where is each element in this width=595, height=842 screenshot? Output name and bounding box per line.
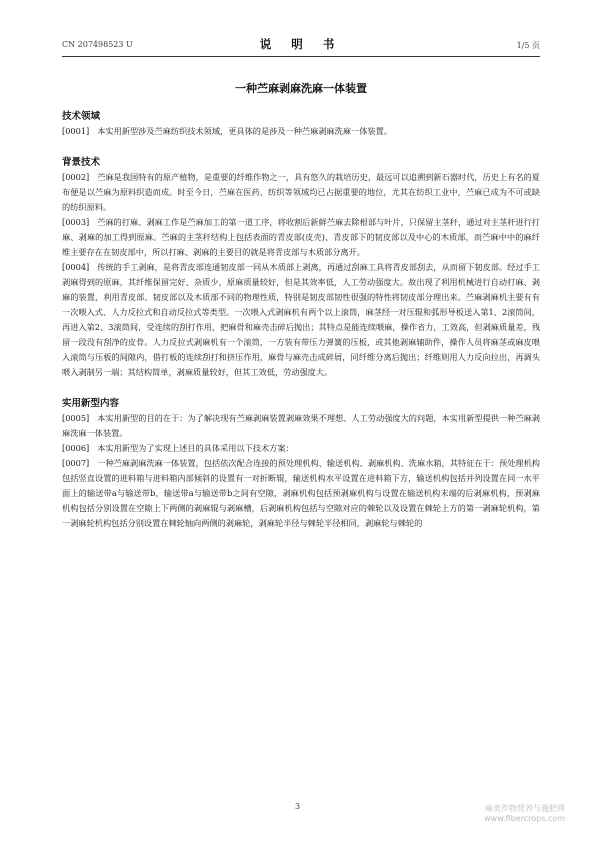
- document-body: [62, 108, 540, 531]
- paragraph-text: 苎麻是我国特有的原产植物，是重要的纤维作物之一，具有悠久的栽培历史，最远可以追溯到新石器时代，历史上有名的夏布便是以苎麻为原料织造而成。时至今日，苎麻在医药、纺织等领域均已占据重要的地位，尤其在纺织工业中，苎麻已成为不可或缺的纺织原料。: [62, 172, 540, 212]
- page-header: [62, 36, 540, 52]
- paragraph-number: [0004]: [62, 262, 90, 272]
- paragraph: [62, 260, 540, 380]
- section-heading: 技术领域: [62, 111, 101, 122]
- paragraph-text: 本实用新型为了实现上述目的具体采用以下技术方案：: [97, 443, 294, 453]
- paragraph: [62, 411, 540, 441]
- paragraph: [62, 170, 540, 215]
- page-number: 3: [294, 802, 301, 811]
- watermark-line-2: www.fibercrops.com: [484, 814, 565, 823]
- paragraph-number: [0005]: [62, 413, 90, 423]
- paragraph: [62, 456, 540, 531]
- paragraph: [62, 215, 540, 260]
- paragraph-text: 本实用新型涉及苎麻纺织技术领域，更具体的是涉及一种苎麻剥麻洗麻一体装置。: [97, 126, 392, 136]
- page-info: 1/5 页: [516, 41, 540, 50]
- section-technical-field: [62, 108, 540, 139]
- paragraph-text: 苎麻的打麻、剥麻工作是苎麻加工的第一道工序，将收割后新鲜苎麻去除根部与叶片，只保留主茎秆，通过对主茎秆进行打麻、剥麻的加工得到原麻。苎麻的主茎秆结构上包括表面的青皮部(皮壳)、青皮部下的韧皮部以及中心的木质部，而苎麻中中的麻纤维主要存在在韧皮部中，所以打麻、剥麻的主要目的就是将青皮部与木质部分离开。: [62, 217, 540, 257]
- paragraph-number: [0002]: [62, 172, 90, 182]
- paragraph-number: [0006]: [62, 443, 90, 453]
- header-rule: [62, 56, 540, 57]
- document-type: 说 明 书: [259, 37, 343, 51]
- paragraph-text: 一种苎麻剥麻洗麻一体装置，包括依次配合连接的预处理机构、输送机构、剥麻机构、洗麻水箱，其特征在于：预处理机构包括竖直设置的进料箱与进料箱内部倾斜的设置有一对折断辊，输送机构水平设置在进料箱下方，输送机构包括并列设置在同一水平面上的输送带a与输送带b，输送带a与输送带b之间有空隙，剥麻机构包括预剥麻机构与设置在输送机构末端的后剥麻机构，预剥麻机构包括分别设置在空隙上下两侧的剥麻辊与剥麻槽，后剥麻机构包括与空隙对应的棘轮以及设置在棘轮上方的第一剥麻轮机构，第一剥麻轮机构包括分别设置在棘轮轴向两侧的剥麻轮，剥麻轮半径与棘轮半径相同，剥麻轮与棘轮的: [62, 458, 540, 528]
- paragraph-number: [0007]: [62, 458, 90, 468]
- section-heading: 背景技术: [62, 157, 101, 168]
- patent-number: CN 207498523 U: [62, 40, 133, 49]
- paragraph: [62, 124, 540, 139]
- paragraph: [62, 441, 540, 456]
- paragraph-text: 本实用新型的目的在于：为了解决现有苎麻剥麻装置剥麻效果不理想、人工劳动强度大的问题，本实用新型提供一种苎麻剥麻洗麻一体装置。: [62, 413, 540, 438]
- watermark-line-1: 麻类作物营养与施肥网: [485, 804, 565, 813]
- paragraph-number: [0003]: [62, 217, 90, 227]
- section-utility-model-content: [62, 395, 540, 531]
- section-heading: 实用新型内容: [62, 398, 120, 409]
- paragraph-number: [0001]: [62, 126, 90, 136]
- section-background: [62, 154, 540, 380]
- watermark: [484, 804, 565, 824]
- paragraph-text: 传统的手工剥麻，是将青皮部连通韧皮部一同从木质部上剥离，再通过刮麻工具将青皮部刮去，从而留下韧皮部。经过手工剥麻得到的原麻，其纤维保留完好、杂质少，原麻质量较好，但是其效率低，人工劳动强度大。故出现了利用机械进行自动打麻、剥麻的装置，利用青皮部、韧皮部以及木质部不同的物理性质，特别是韧皮部韧性很强的特性将韧皮部分理出来。苎麻剥麻机主要有有一次喂入式、人力反拉式和自动反拉式等类型。一次喂入式剥麻机有两个以上滚筒，麻茎经一对压辊和弧形导板送入第1、2滚筒间，再进入第2、3滚筒间，受连续的刮打作用，把麻骨和麻壳击碎后抛出；其特点是能连续喂麻，操作省力，工效高，但剥麻质量差，残留一段没有刮净的皮骨。人力反拉式剥麻机有一个滚筒，一方装有带压力弹簧的压板，或其他剥麻辅助件，操作人员将麻茎或麻皮喂入滚筒与压板的间隙内，借打板的连续刮打和挤压作用，麻骨与麻壳击成碎屑，同纤维分离后抛出；纤维则用人力反向拉出，再调头喂入剥制另一端；其结构简单，剥麻质量较好，但其工效低，劳动强度大。: [62, 262, 540, 377]
- document-title: 一种苎麻剥麻洗麻一体装置: [235, 82, 367, 95]
